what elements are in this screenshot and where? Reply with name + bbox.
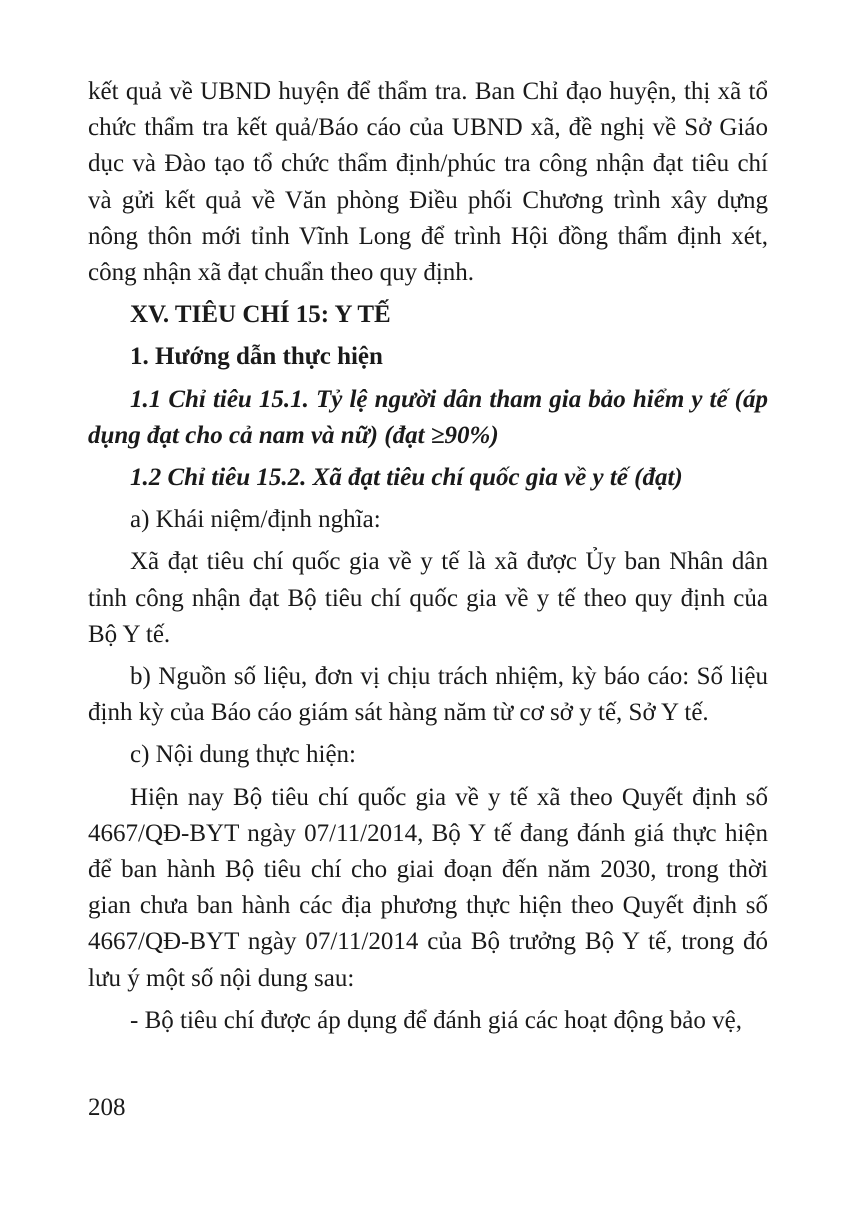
bullet-paragraph: - Bộ tiêu chí được áp dụng để đánh giá các hoạt động bảo vệ, (130, 1006, 742, 1034)
indicator-15-2: 1.2 Chỉ tiêu 15.2. Xã đạt tiêu chí quốc gia về y tế (đạt) (130, 464, 683, 492)
document-page (88, 74, 768, 1045)
subsection-heading: 1. Hướng dẫn thực hiện (130, 343, 383, 371)
section-heading: XV. TIÊU CHÍ 15: Y TẾ (130, 301, 391, 329)
data-source-paragraph: b) Nguồn số liệu, đơn vị chịu trách nhiệm, kỳ báo cáo: Số liệu định kỳ của Báo cáo giám sát hàng năm từ cơ sở y tế, Sở Y tế. (88, 663, 768, 727)
content-paragraph: Hiện nay Bộ tiêu chí quốc gia về y tế xã theo Quyết định số 4667/QĐ-BYT ngày 07/11/2014, Bộ Y tế đang đánh giá thực hiện để ban hành Bộ tiêu chí cho giai đoạn đến năm 2030, trong thời gian chưa ban hành các địa phương thực hiện theo Quyết định số 4667/QĐ-BYT ngày 07/11/2014 của Bộ trưởng Bộ Y tế, trong đó lưu ý một số nội dung sau: (88, 783, 768, 992)
page-number: 208 (88, 1094, 126, 1121)
definition-paragraph: Xã đạt tiêu chí quốc gia về y tế là xã được Ủy ban Nhân dân tỉnh công nhận đạt Bộ tiêu chí quốc gia về y tế theo quy định của Bộ Y tế. (88, 548, 768, 648)
item-a-label: a) Khái niệm/định nghĩa: (130, 506, 381, 534)
paragraph-intro: kết quả về UBND huyện để thẩm tra. Ban Chỉ đạo huyện, thị xã tổ chức thẩm tra kết quả/Báo cáo của UBND xã, đề nghị về Sở Giáo dục và Đào tạo tổ chức thẩm định/phúc tra công nhận đạt tiêu chí và gửi kết quả về Văn phòng Điều phối Chương trình xây dựng nông thôn mới tỉnh Vĩnh Long để trình Hội đồng thẩm định xét, công nhận xã đạt chuẩn theo quy định. (88, 78, 768, 287)
item-c-label: c) Nội dung thực hiện: (130, 741, 357, 769)
indicator-15-1: 1.1 Chỉ tiêu 15.1. Tỷ lệ người dân tham gia bảo hiểm y tế (áp dụng đạt cho cả nam và nữ) (đạt ≥90%) (88, 385, 768, 449)
